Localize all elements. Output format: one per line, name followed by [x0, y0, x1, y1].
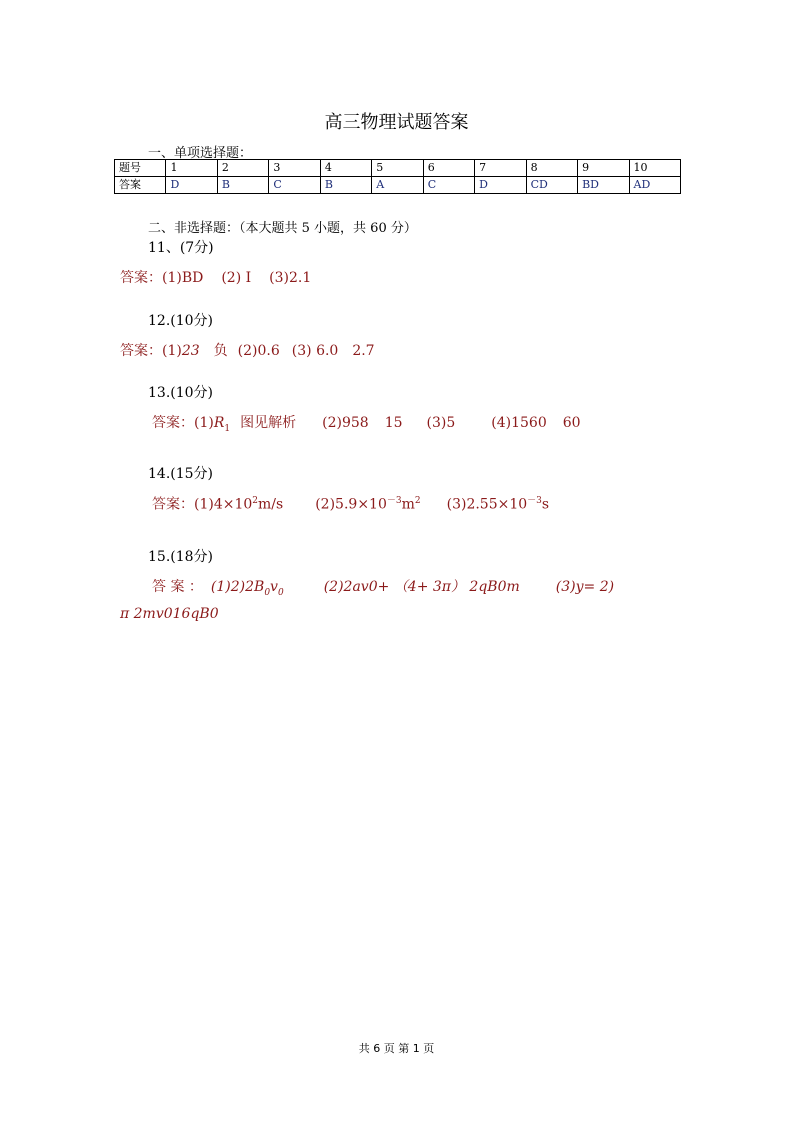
table-cell: 1 [166, 160, 217, 177]
answer-part: (1)4×10 [194, 496, 253, 513]
answer-part: v [270, 579, 278, 595]
table-cell: C [269, 177, 320, 194]
answer-part: 0 [277, 587, 284, 598]
answer-part: (2)5.9×10 [315, 496, 387, 513]
table-cell: A [372, 177, 423, 194]
answer-part: 负 [213, 343, 228, 359]
table-cell: 8 [526, 160, 577, 177]
answer-part: (3)5 [426, 415, 456, 431]
answer-part: 2.7 [352, 343, 375, 359]
answer-part: (2)958 [322, 415, 369, 431]
answer-label: 答案： [152, 496, 194, 513]
answer-part: (3)y= 2) [555, 579, 615, 595]
answer-part: 图见解析 [240, 415, 297, 431]
answer-part: s [541, 496, 550, 513]
question-15-answer-continued: π 2mv016qB0 [120, 606, 219, 622]
section-2-heading: 二、非选择题：（本大题共 5 小题，共 60 分） [148, 221, 417, 236]
answer-part: (3)2.1 [269, 270, 312, 286]
answer-part: (2)2av0+ （4+ 3π） 2qB0m [323, 579, 520, 595]
table-cell: D [475, 177, 526, 194]
question-13-title: 13.(10分) [148, 385, 214, 401]
page-footer: 共 6 页 第 1 页 [358, 1042, 435, 1055]
table-cell: AD [629, 177, 680, 194]
answer-part: (3) 6.0 [291, 343, 339, 359]
table-row-answers [115, 177, 681, 194]
question-14-answer [152, 493, 549, 514]
table-cell: 3 [269, 160, 320, 177]
answer-part: R [213, 415, 225, 431]
question-12-answer [120, 340, 375, 360]
answer-part: －3 [386, 496, 402, 506]
answer-part: (1)BD [162, 270, 204, 286]
answer-part: (3)2.55×10 [446, 496, 528, 513]
question-14-title: 14.(15分) [148, 466, 214, 482]
table-cell: C [423, 177, 474, 194]
question-11-title: 11、(7分) [148, 240, 214, 256]
answer-part: (2)0.6 [237, 343, 280, 359]
question-13-answer [152, 412, 581, 434]
answer-part: 15 [384, 415, 403, 431]
table-cell: BD [578, 177, 629, 194]
table-header-cell: 答案 [115, 177, 166, 194]
table-cell: 5 [372, 160, 423, 177]
answer-part: －3 [527, 496, 542, 506]
question-12-title: 12.(10分) [148, 313, 214, 329]
answer-part: (1) [194, 415, 214, 431]
answer-label: 答案： [152, 415, 194, 431]
answer-label: 答案： [120, 343, 162, 359]
table-cell: 2 [217, 160, 268, 177]
answer-label: 答案： [120, 270, 162, 286]
answer-part: (4)1560 [491, 415, 547, 431]
table-cell: 7 [475, 160, 526, 177]
answer-part: m [401, 496, 415, 513]
table-cell: 9 [578, 160, 629, 177]
answer-label: 答 案 ： [152, 579, 203, 595]
table-cell: B [217, 177, 268, 194]
question-15-title: 15.(18分) [148, 549, 214, 565]
answer-part: 1 [224, 423, 231, 434]
table-cell: 10 [629, 160, 680, 177]
question-11-answer [120, 267, 311, 287]
answer-part: (1)2)2B [210, 579, 265, 595]
table-cell: D [166, 177, 217, 194]
answer-part: (1) [162, 343, 182, 359]
answer-part: 0 [264, 587, 271, 598]
table-cell: B [320, 177, 371, 194]
table-cell: 4 [320, 160, 371, 177]
table-cell: 6 [423, 160, 474, 177]
table-cell: CD [526, 177, 577, 194]
answer-part: (2) Ⅰ [221, 270, 252, 286]
table-header-cell: 题号 [115, 160, 166, 177]
answer-part: 60 [562, 415, 581, 431]
answer-part: 23 [181, 343, 200, 359]
answer-part: 2 [252, 496, 259, 506]
page-title: 高三物理试题答案 [324, 112, 469, 133]
answer-part: 2 [414, 496, 421, 506]
question-15-answer [152, 576, 614, 598]
section-1-heading: 一、单项选择题： [148, 146, 253, 161]
answer-part: m/s [258, 496, 284, 513]
table-row-numbers [115, 160, 681, 177]
multiple-choice-answer-table [114, 159, 681, 194]
